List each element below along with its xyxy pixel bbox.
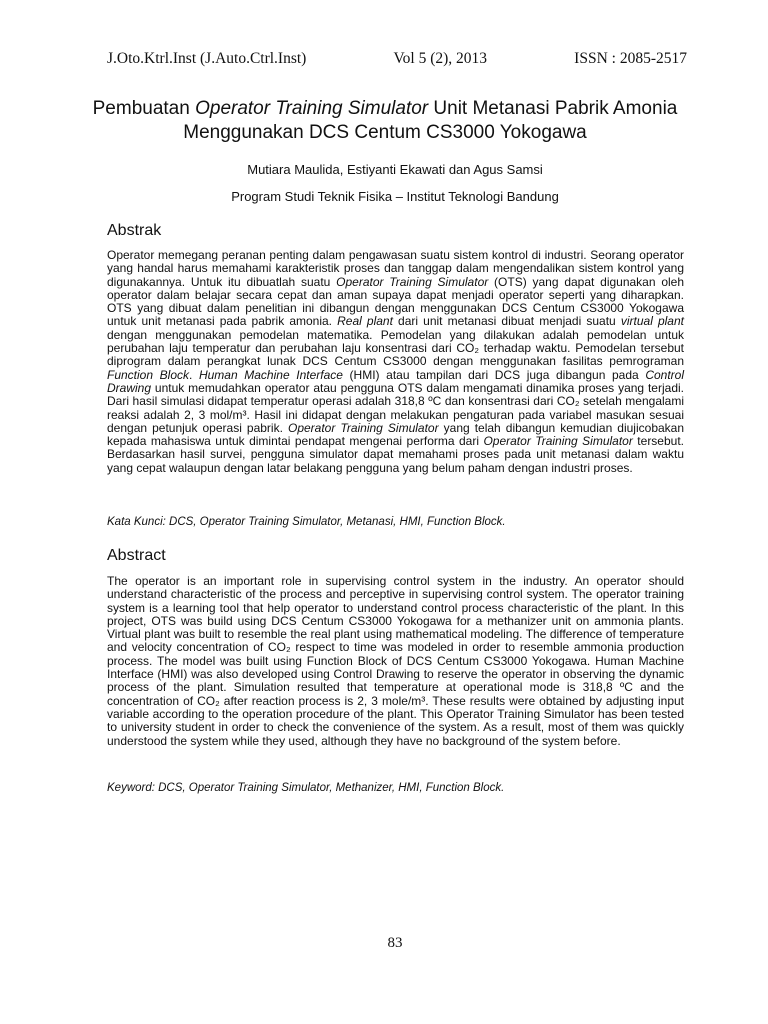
volume-info: Vol 5 (2), 2013 xyxy=(393,50,488,67)
abstrak-italic-term: Control Drawing xyxy=(107,367,685,395)
title-part-2: Unit Metanasi Pabrik Amonia Menggunakan DCS Centum CS3000 Yokogawa xyxy=(183,98,678,143)
abstract-heading: Abstract xyxy=(107,547,166,564)
abstrak-keywords: Kata Kunci: DCS, Operator Training Simulator, Metanasi, HMI, Function Block. xyxy=(107,516,506,528)
abstrak-heading: Abstrak xyxy=(107,222,162,239)
abstrak-text-segment: Operator memegang peranan penting dalam pengawasan suatu sistem kontrol di industri. Seorang operator yang handal harus memahami karakteristik proses dan tanggap dalam mengendalikan sistem kontrol yang digunakannya. Untuk itu dibuatlah suatu xyxy=(107,248,684,289)
abstrak-text-segment: dari unit metanasi dibuat menjadi suatu xyxy=(392,314,621,329)
abstract-keywords: Keyword: DCS, Operator Training Simulator, Methanizer, HMI, Function Block. xyxy=(107,782,505,794)
abstrak-text-segment: (OTS) yang dapat digunakan oleh operator dalam belajar secara cepat dan aman supaya dapat menjadi operator seperti yang diharapkan. OTS yang dibuat dalam penelitian ini dibangun dengan menggunakan DCS Centum CS3000 Yokogawa untuk unit metanasi pada pabrik amonia. xyxy=(107,274,685,329)
abstrak-italic-term: virtual plant xyxy=(620,314,684,329)
page-number: 83 xyxy=(387,935,403,951)
issn: ISSN : 2085-2517 xyxy=(574,50,687,67)
abstrak-italic-term: Operator Training Simulator xyxy=(483,434,633,449)
abstrak-italic-term: Human Machine Interface xyxy=(198,367,343,382)
affiliation: Program Studi Teknik Fisika – Institut Teknologi Bandung xyxy=(231,189,559,204)
abstrak-text-segment: dengan menggunakan pemodelan matematika. Pemodelan yang dilakukan adalah pemodelan untuk perubahan laju temperatur dan perubahan laju konsentrasi dari CO₂ terhadap waktu. Pemodelan tersebut diprogram dalam perangkat lunak DCS Centum CS3000 dengan menggunakan fasilitas pemrograman xyxy=(107,327,684,369)
title-part-1: Pembuatan xyxy=(92,98,196,119)
abstrak-italic-term: Operator Training Simulator xyxy=(287,420,439,435)
paper-title xyxy=(60,97,710,145)
journal-name: J.Oto.Ktrl.Inst (J.Auto.Ctrl.Inst) xyxy=(107,50,307,67)
abstrak-text-segment: yang telah dibangun kemudian diujicobakan kepada mahasiswa untuk dimintai pendapat mengenai performa dari xyxy=(107,420,685,449)
title-italic: Operator Training Simulator xyxy=(195,98,429,119)
running-header xyxy=(107,50,687,68)
abstract-body: The operator is an important role in supervising control system in the industry. An operator should understand characteristic of the process and perceptive in supervising control system. The operator training system is a learning tool that help operator to understand control process characteristic of the plant. In this project, OTS was build using DCS Centum CS3000 Yokogawa for a methanizer unit on ammonia plants. Virtual plant was built to resemble the real plant using mathematical modeling. The difference of temperature and velocity concentration of CO₂ respect to time was modeled in order to resemble ammonia production process. The model was built using Function Block of DCS Centum CS3000 Yokogawa. Human Machine Interface (HMI) was also developed using Control Drawing to reserve the operator in observing the dynamic process of the plant. Simulation resulted that temperature at operational mode is 318,8 ºC and the concentration of CO₂ after reaction process is 2, 3 mole/m³. These results were obtained by adjusting input variable according to the operation procedure of the plant. This Operator Training Simulator has been tested to university student in order to check the convenience of the system. As a result, most of them was quickly understood the system while they used, although they have no background of the system before. xyxy=(107,574,684,748)
abstrak-body xyxy=(107,249,684,475)
abstrak-text-segment: (HMI) atau tampilan dari DCS juga dibangun pada xyxy=(342,367,646,382)
abstrak-text-segment: untuk memudahkan operator atau pengguna OTS dalam mengamati dinamika proses yang terjadi. Dari hasil simulasi didapat temperatur operasi adalah 318,8 ºC dan konsentrasi dari CO₂ setelah mengalami reaksi adalah 2, 3 mol/m³. Hasil ini didapat dengan melakukan pengaturan pada variabel masukan sesuai dengan petunjuk operasi pabrik. xyxy=(107,380,684,435)
abstrak-italic-term: Function Block xyxy=(107,367,189,382)
abstrak-text-segment: . xyxy=(189,367,199,382)
authors: Mutiara Maulida, Estiyanti Ekawati dan Agus Samsi xyxy=(247,162,543,177)
abstrak-text-segment: tersebut. Berdasarkan hasil survei, pengguna simulator dapat memahami proses pada unit metanasi dalam waktu yang cepat walaupun dengan latar belakang pengguna yang belum paham dengan industri proses. xyxy=(107,434,684,475)
abstrak-italic-term: Operator Training Simulator xyxy=(336,274,489,289)
abstrak-italic-term: Real plant xyxy=(337,314,393,329)
